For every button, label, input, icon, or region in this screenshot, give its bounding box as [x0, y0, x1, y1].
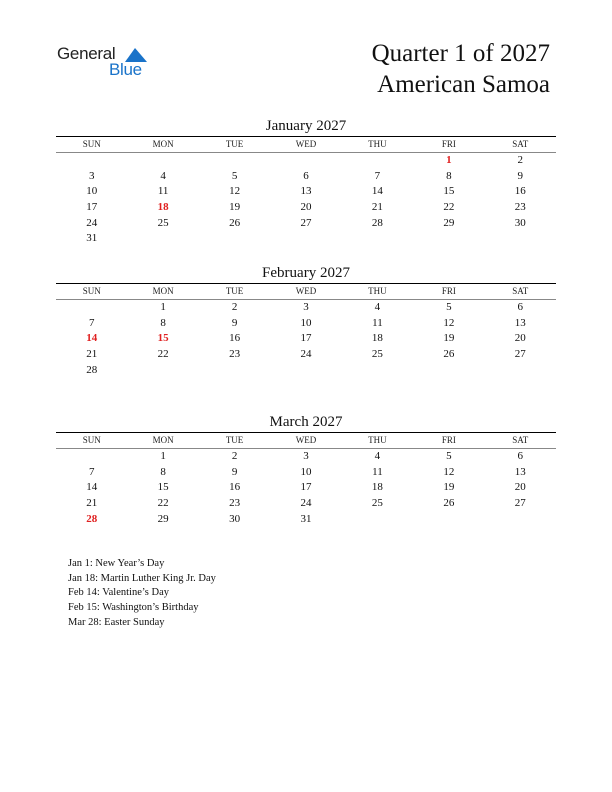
empty-day-cell [199, 153, 270, 169]
weekday-wed: WED [295, 435, 317, 445]
holiday-list [68, 557, 216, 631]
month-march [56, 412, 556, 527]
day-cell: 7 [88, 465, 95, 478]
day-cell: 3 [303, 301, 309, 313]
day-cell: 19 [443, 332, 455, 345]
day-cell: 30 [229, 512, 241, 525]
empty-day-cell [485, 231, 556, 247]
day-cell: 22 [157, 348, 169, 361]
day-cell: 12 [443, 465, 455, 478]
page-title-region: American Samoa [377, 71, 550, 98]
day-cell: 16 [514, 185, 526, 198]
holiday-day-cell: 15 [157, 332, 169, 345]
day-cell: 26 [443, 497, 455, 510]
holiday-day-cell: 18 [157, 201, 169, 214]
day-grid [56, 153, 556, 247]
empty-day-cell [127, 231, 198, 247]
day-cell: 20 [300, 201, 312, 214]
empty-day-cell [270, 363, 341, 379]
day-cell: 22 [443, 201, 455, 214]
empty-day-cell [413, 231, 484, 247]
weekday-sun: SUN [82, 139, 101, 149]
day-cell: 18 [371, 481, 383, 494]
day-cell: 13 [300, 185, 312, 198]
day-cell: 16 [229, 332, 241, 345]
empty-day-cell [270, 231, 341, 247]
day-cell: 25 [157, 216, 169, 229]
weekday-fri: FRI [441, 286, 456, 296]
day-cell: 13 [514, 465, 526, 478]
holiday-item: Feb 14: Valentine’s Day [68, 587, 170, 599]
day-cell: 6 [517, 450, 524, 462]
day-cell: 7 [88, 316, 95, 329]
empty-day-cell [342, 363, 413, 379]
month-title: March 2027 [269, 414, 343, 430]
day-cell: 21 [86, 497, 98, 510]
day-grid [56, 449, 556, 527]
weekday-tue: TUE [225, 286, 244, 296]
weekday-header [56, 433, 556, 448]
day-cell: 13 [514, 316, 526, 329]
day-cell: 1 [160, 450, 166, 462]
day-cell: 2 [231, 301, 238, 313]
month-february [56, 263, 556, 378]
day-cell: 9 [231, 316, 238, 329]
empty-day-cell [413, 363, 484, 379]
empty-day-cell [413, 512, 484, 528]
day-cell: 5 [446, 450, 452, 462]
day-cell: 6 [303, 169, 309, 182]
weekday-sat: SAT [512, 139, 529, 149]
empty-day-cell [56, 153, 127, 169]
weekday-fri: FRI [441, 435, 456, 445]
holiday-item: Feb 15: Washington’s Birthday [68, 602, 199, 614]
weekday-wed: WED [295, 139, 317, 149]
empty-day-cell [199, 231, 270, 247]
weekday-sun: SUN [82, 435, 101, 445]
month-title: February 2027 [262, 265, 350, 281]
holiday-item: Jan 18: Martin Luther King Jr. Day [68, 572, 216, 584]
day-cell: 26 [443, 348, 455, 361]
weekday-tue: TUE [225, 139, 244, 149]
day-cell: 20 [514, 481, 526, 494]
day-cell: 19 [229, 201, 241, 214]
empty-day-cell [56, 449, 127, 465]
day-cell: 21 [371, 201, 383, 214]
day-cell: 27 [514, 348, 526, 361]
day-cell: 11 [372, 465, 383, 478]
day-cell: 12 [443, 316, 455, 329]
day-cell: 28 [86, 363, 98, 376]
day-cell: 31 [300, 512, 312, 525]
day-cell: 8 [446, 169, 452, 182]
weekday-mon: MON [152, 139, 174, 149]
day-cell: 9 [517, 169, 524, 182]
day-cell: 2 [231, 450, 238, 462]
weekday-sat: SAT [512, 435, 529, 445]
day-cell: 14 [371, 185, 383, 198]
day-cell: 3 [88, 169, 95, 182]
day-grid [56, 300, 556, 378]
day-cell: 10 [86, 185, 98, 198]
day-cell: 15 [443, 185, 455, 198]
day-cell: 7 [374, 169, 381, 182]
weekday-sun: SUN [82, 286, 101, 296]
day-cell: 23 [229, 497, 241, 510]
day-cell: 11 [157, 185, 169, 198]
logo-word-general: General [57, 44, 116, 63]
empty-day-cell [485, 363, 556, 379]
day-cell: 15 [157, 481, 169, 494]
day-cell: 23 [229, 348, 241, 361]
weekday-thu: THU [368, 435, 387, 445]
day-cell: 22 [157, 497, 169, 510]
holiday-day-cell: 1 [446, 154, 452, 166]
day-cell: 30 [514, 216, 526, 229]
holiday-item: Jan 1: New Year’s Day [68, 558, 165, 569]
weekday-header [56, 284, 556, 299]
day-cell: 16 [229, 481, 241, 494]
day-cell: 20 [514, 332, 526, 345]
day-cell: 27 [514, 497, 526, 510]
day-cell: 6 [517, 301, 524, 313]
day-cell: 8 [160, 465, 166, 478]
weekday-header [56, 137, 556, 152]
holiday-day-cell: 28 [86, 512, 98, 525]
weekday-sat: SAT [512, 286, 529, 296]
day-cell: 4 [374, 450, 381, 462]
day-cell: 3 [303, 450, 309, 462]
weekday-fri: FRI [441, 139, 456, 149]
day-cell: 29 [443, 216, 455, 229]
generalblue-logo [57, 44, 157, 80]
day-cell: 2 [517, 154, 524, 166]
empty-day-cell [342, 231, 413, 247]
page-title [372, 38, 550, 100]
day-cell: 25 [371, 497, 383, 510]
empty-day-cell [485, 512, 556, 528]
day-cell: 12 [229, 185, 241, 198]
empty-day-cell [342, 512, 413, 528]
weekday-mon: MON [152, 286, 174, 296]
day-cell: 19 [443, 481, 455, 494]
day-cell: 17 [86, 201, 98, 214]
day-cell: 4 [374, 301, 381, 313]
day-cell: 18 [371, 332, 383, 345]
day-cell: 4 [160, 169, 166, 182]
holiday-day-cell: 14 [86, 332, 98, 345]
day-cell: 24 [86, 216, 98, 229]
weekday-wed: WED [295, 286, 317, 296]
day-cell: 24 [300, 348, 312, 361]
day-cell: 21 [86, 348, 98, 361]
day-cell: 17 [300, 481, 312, 494]
empty-day-cell [199, 363, 270, 379]
day-cell: 8 [160, 316, 166, 329]
empty-day-cell [342, 153, 413, 169]
weekday-tue: TUE [225, 435, 244, 445]
empty-day-cell [127, 153, 198, 169]
day-cell: 10 [300, 465, 312, 478]
weekday-mon: MON [152, 435, 174, 445]
empty-day-cell [270, 153, 341, 169]
day-cell: 17 [300, 332, 312, 345]
page-title-quarter: Quarter 1 of 2027 [371, 40, 550, 67]
day-cell: 26 [229, 216, 241, 229]
day-cell: 11 [372, 316, 383, 329]
day-cell: 14 [86, 481, 98, 494]
month-january [56, 116, 556, 247]
day-cell: 27 [300, 216, 312, 229]
day-cell: 29 [157, 512, 169, 525]
day-cell: 31 [86, 232, 98, 245]
weekday-thu: THU [368, 139, 387, 149]
day-cell: 25 [371, 348, 383, 361]
weekday-thu: THU [368, 286, 387, 296]
day-cell: 23 [514, 201, 526, 214]
day-cell: 5 [446, 301, 452, 313]
day-cell: 1 [160, 301, 166, 313]
day-cell: 28 [371, 216, 383, 229]
day-cell: 24 [300, 497, 312, 510]
month-title: January 2027 [265, 118, 347, 134]
day-cell: 5 [231, 169, 238, 182]
holiday-item: Mar 28: Easter Sunday [68, 616, 165, 628]
day-cell: 9 [231, 465, 238, 478]
empty-day-cell [127, 363, 198, 379]
logo-word-blue: Blue [109, 60, 142, 79]
day-cell: 10 [300, 316, 312, 329]
empty-day-cell [56, 300, 127, 316]
